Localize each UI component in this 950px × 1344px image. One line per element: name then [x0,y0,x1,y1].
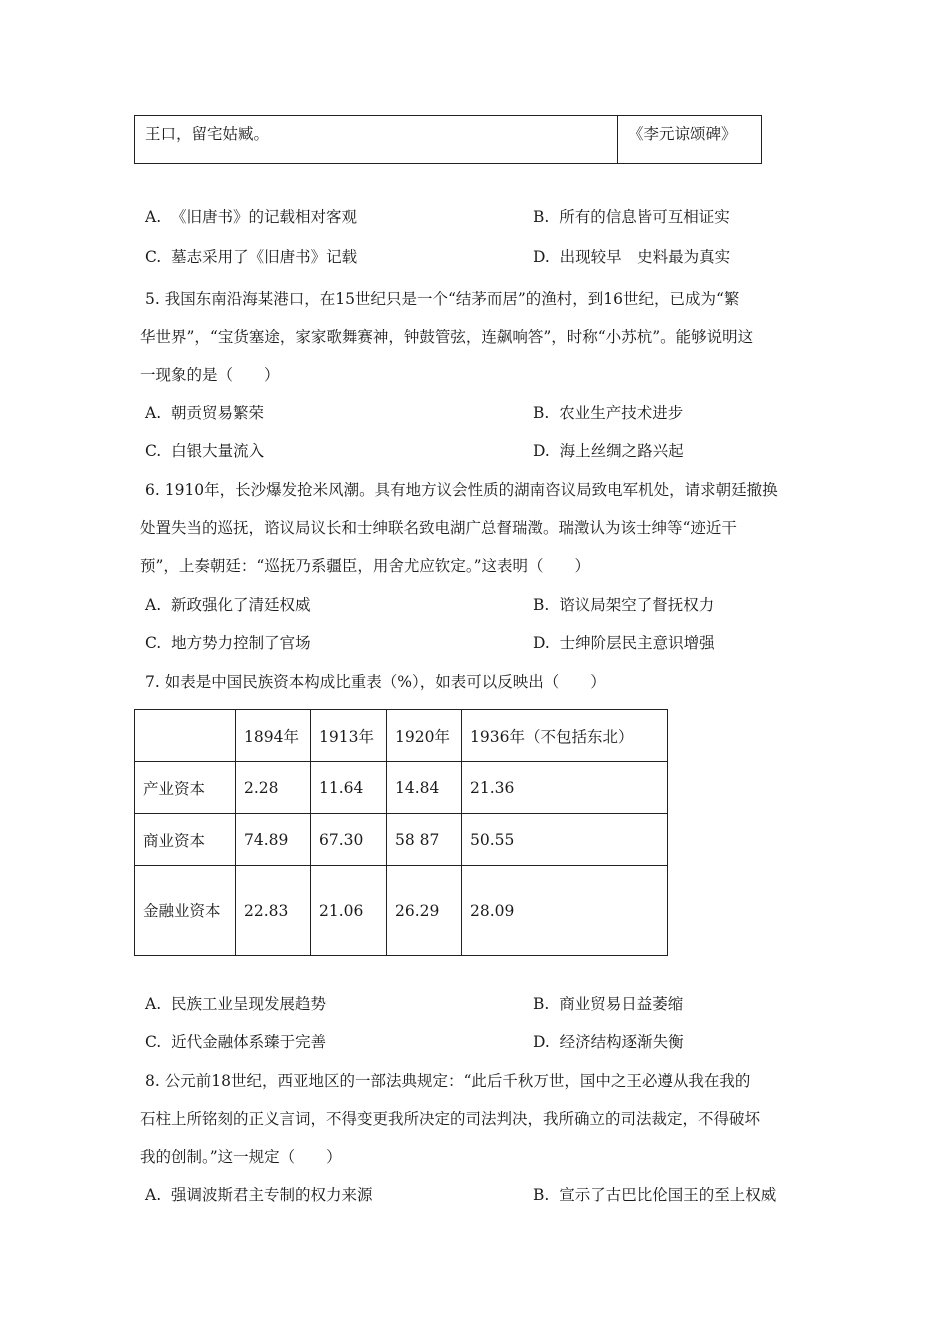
q5-line-1: 5. 我国东南沿海某港口，在15世纪只是一个“结茅而居”的渔村，到16世纪，已成为“繁 [145,290,740,308]
q8-line-1: 8. 公元前18世纪，西亚地区的一部法典规定：“此后千秋万世，国中之王必遵从我在我的 [145,1072,751,1090]
row-label: 金融业资本 [135,866,236,956]
table-header-row [135,710,668,762]
q5-option-c[interactable]: C. 白银大量流入 [145,442,265,460]
table-corner-cell [135,710,236,762]
source-table [134,115,762,164]
q7-option-b[interactable]: B. 商业贸易日益萎缩 [533,995,684,1013]
table-cell: 50.55 [462,814,668,866]
q7-option-c[interactable]: C. 近代金融体系臻于完善 [145,1033,327,1051]
q7-option-d[interactable]: D. 经济结构逐渐失衡 [533,1033,684,1051]
row-label: 产业资本 [135,762,236,814]
q6-option-a[interactable]: A. 新政强化了清廷权威 [145,596,311,614]
q8-line-3: 我的创制。”这一规定（ ） [140,1148,342,1166]
table-header-cell: 1894年 [236,710,311,762]
q7-stem: 7. 如表是中国民族资本构成比重表（%），如表可以反映出（ ） [145,673,606,691]
table-cell: 11.64 [311,762,387,814]
table-cell: 21.06 [311,866,387,956]
q6-option-b[interactable]: B. 谘议局架空了督抚权力 [533,596,715,614]
table-row [135,866,668,956]
q4-option-c[interactable]: C. 墓志采用了《旧唐书》记载 [145,248,358,266]
table-cell: 26.29 [387,866,462,956]
source-name-cell: 《李元谅颂碑》 [618,116,762,164]
q4-option-d[interactable]: D. 出现较早 史料最为真实 [533,248,731,266]
q5-option-b[interactable]: B. 农业生产技术进步 [533,404,684,422]
q5-option-a[interactable]: A. 朝贡贸易繁荣 [145,404,264,422]
source-text-cell: 王口，留宅姑臧。 [135,116,618,164]
table-header-cell: 1936年（不包括东北） [462,710,668,762]
q8-option-a[interactable]: A. 强调波斯君主专制的权力来源 [145,1186,373,1204]
q8-option-b[interactable]: B. 宣示了古巴比伦国王的至上权威 [533,1186,777,1204]
table-cell: 58 87 [387,814,462,866]
table-cell: 67.30 [311,814,387,866]
table-header-cell: 1920年 [387,710,462,762]
q6-line-2: 处置失当的巡抚，谘议局议长和士绅联名致电湖广总督瑞澂。瑞澂认为该士绅等“迹近干 [140,519,737,537]
q6-line-3: 预”，上奏朝廷：“巡抚乃系疆臣，用舍尤应钦定。”这表明（ ） [140,557,591,575]
q7-option-a[interactable]: A. 民族工业呈现发展趋势 [145,995,326,1013]
q6-option-d[interactable]: D. 士绅阶层民主意识增强 [533,634,715,652]
q6-option-c[interactable]: C. 地方势力控制了官场 [145,634,311,652]
table-cell: 2.28 [236,762,311,814]
table-cell: 14.84 [387,762,462,814]
q5-option-d[interactable]: D. 海上丝绸之路兴起 [533,442,684,460]
table-row [135,814,668,866]
row-label: 商业资本 [135,814,236,866]
q5-line-3: 一现象的是（ ） [140,366,280,384]
q8-line-2: 石柱上所铭刻的正义言词，不得变更我所决定的司法判决，我所确立的司法裁定，不得破坏 [140,1110,761,1128]
table-cell: 21.36 [462,762,668,814]
q6-line-1: 6. 1910年，长沙爆发抢米风潮。具有地方议会性质的湖南咨议局致电军机处，请求朝廷撤换 [145,481,778,499]
capital-composition-table [134,709,668,956]
q5-line-2: 华世界”，“宝货塞途，家家歌舞赛神，钟鼓管弦，连飙响答”，时称“小苏杭”。能够说明这 [140,328,754,346]
table-cell: 74.89 [236,814,311,866]
table-row [135,762,668,814]
q4-option-b[interactable]: B. 所有的信息皆可互相证实 [533,208,730,226]
q4-option-a[interactable]: A. 《旧唐书》的记载相对客观 [145,208,357,226]
table-header-cell: 1913年 [311,710,387,762]
table-cell: 28.09 [462,866,668,956]
table-cell: 22.83 [236,866,311,956]
